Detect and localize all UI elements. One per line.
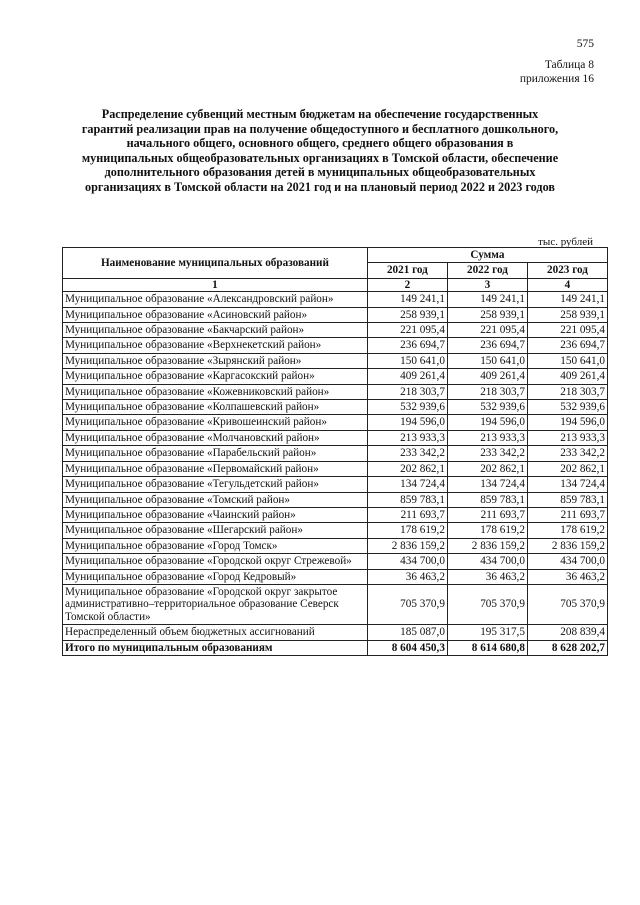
amount-2021: 150 641,0 [367,353,447,368]
table-header-row [63,248,608,263]
amount-2021: 2 836 159,2 [367,538,447,553]
total-2021: 8 604 450,3 [367,640,447,655]
municipality-name: Муниципальное образование «Шегарский район» [63,523,368,538]
total-2022: 8 614 680,8 [447,640,527,655]
amount-2023: 194 596,0 [527,415,607,430]
table-row [63,307,608,322]
amount-2021: 178 619,2 [367,523,447,538]
table-row [63,292,608,307]
municipality-name: Муниципальное образование «Молчановский район» [63,430,368,445]
document-title: Распределение субвенций местным бюджетам на обеспечение государственных гарантий реализации прав на получение общедоступного и бесплатного дошкольного, начального общего, основного общего, среднего общего образования в муниципальных общеобразовательных организациях в Томской области, обеспечение дополнительного образования детей в муниципальных общеобразовательных организациях в Томской области на 2021 год и на плановый период 2022 и 2023 годов [81,107,559,194]
table-row [63,400,608,415]
sum-column-header: Сумма [367,248,607,263]
amount-2023: 208 839,4 [527,625,607,640]
amount-2022: 434 700,0 [447,554,527,569]
amount-2023: 705 370,9 [527,584,607,624]
amount-2021: 236 694,7 [367,338,447,353]
table-row [63,584,608,624]
amount-2023: 233 342,2 [527,446,607,461]
amount-2023: 178 619,2 [527,523,607,538]
table-row [63,507,608,522]
municipality-name: Муниципальное образование «Каргасокский район» [63,369,368,384]
municipality-name: Муниципальное образование «Колпашевский район» [63,400,368,415]
municipality-name: Нераспределенный объем бюджетных ассигнований [63,625,368,640]
amount-2022: 211 693,7 [447,507,527,522]
municipality-name: Муниципальное образование «Зырянский район» [63,353,368,368]
municipality-name: Муниципальное образование «Асиновский район» [63,307,368,322]
amount-2022: 150 641,0 [447,353,527,368]
table-row [63,415,608,430]
amount-2022: 233 342,2 [447,446,527,461]
table-caption-line: приложения 16 [519,73,594,85]
table-row [63,538,608,553]
table-row [63,477,608,492]
table-row [63,384,608,399]
table-row [63,554,608,569]
table-row [63,625,608,640]
amount-2021: 134 724,4 [367,477,447,492]
amount-2021: 705 370,9 [367,584,447,624]
year-header: 2021 год [367,263,447,278]
amount-2021: 194 596,0 [367,415,447,430]
amount-2022: 195 317,5 [447,625,527,640]
year-header: 2023 год [527,263,607,278]
page-number: 575 [576,38,594,50]
municipality-name: Муниципальное образование «Первомайский район» [63,461,368,476]
amount-2023: 202 862,1 [527,461,607,476]
amount-2022: 221 095,4 [447,323,527,338]
amount-2022: 36 463,2 [447,569,527,584]
amount-2021: 258 939,1 [367,307,447,322]
amount-2021: 202 862,1 [367,461,447,476]
amount-2022: 2 836 159,2 [447,538,527,553]
total-row [63,640,608,655]
amount-2021: 149 241,1 [367,292,447,307]
column-number-row [63,278,608,291]
table-row [63,569,608,584]
municipality-name: Муниципальное образование «Верхнекетский район» [63,338,368,353]
year-header: 2022 год [447,263,527,278]
table-caption [520,58,594,86]
column-number: 4 [527,278,607,291]
amount-2023: 2 836 159,2 [527,538,607,553]
amount-2023: 859 783,1 [527,492,607,507]
municipality-name: Муниципальное образование «Чаинский район» [63,507,368,522]
amount-2022: 236 694,7 [447,338,527,353]
amount-2023: 134 724,4 [527,477,607,492]
municipality-name: Муниципальное образование «Город Кедровый» [63,569,368,584]
amount-2022: 134 724,4 [447,477,527,492]
amount-2022: 213 933,3 [447,430,527,445]
municipality-name: Муниципальное образование «Парабельский район» [63,446,368,461]
amount-2022: 218 303,7 [447,384,527,399]
municipality-name: Муниципальное образование «Городской округ закрытое административно–территориальное образование Северск Томской области» [63,584,368,624]
total-2023: 8 628 202,7 [527,640,607,655]
column-number: 1 [63,278,368,291]
amount-2023: 149 241,1 [527,292,607,307]
name-column-header: Наименование муниципальных образований [63,248,368,279]
table-row [63,523,608,538]
amount-2022: 149 241,1 [447,292,527,307]
amount-2022: 705 370,9 [447,584,527,624]
municipality-name: Муниципальное образование «Александровский район» [63,292,368,307]
subvention-table [62,247,608,656]
amount-2022: 532 939,6 [447,400,527,415]
amount-2023: 221 095,4 [527,323,607,338]
municipality-name: Муниципальное образование «Городской округ Стрежевой» [63,554,368,569]
table-row [63,430,608,445]
amount-2021: 859 783,1 [367,492,447,507]
amount-2021: 221 095,4 [367,323,447,338]
table-row [63,446,608,461]
amount-2023: 218 303,7 [527,384,607,399]
amount-2021: 36 463,2 [367,569,447,584]
table-caption-line: Таблица 8 [544,59,594,71]
municipality-name: Муниципальное образование «Кривошеинский район» [63,415,368,430]
units-label: тыс. рублей [538,236,593,248]
amount-2021: 211 693,7 [367,507,447,522]
amount-2023: 532 939,6 [527,400,607,415]
amount-2023: 236 694,7 [527,338,607,353]
amount-2023: 213 933,3 [527,430,607,445]
municipality-name: Муниципальное образование «Бакчарский район» [63,323,368,338]
amount-2021: 532 939,6 [367,400,447,415]
amount-2022: 202 862,1 [447,461,527,476]
amount-2021: 185 087,0 [367,625,447,640]
column-number: 3 [447,278,527,291]
amount-2021: 409 261,4 [367,369,447,384]
amount-2022: 178 619,2 [447,523,527,538]
amount-2023: 211 693,7 [527,507,607,522]
column-number: 2 [367,278,447,291]
amount-2022: 859 783,1 [447,492,527,507]
municipality-name: Муниципальное образование «Кожевниковский район» [63,384,368,399]
municipality-name: Муниципальное образование «Город Томск» [63,538,368,553]
amount-2023: 434 700,0 [527,554,607,569]
table-row [63,492,608,507]
amount-2021: 434 700,0 [367,554,447,569]
table-row [63,338,608,353]
municipality-name: Муниципальное образование «Томский район» [63,492,368,507]
table-row [63,323,608,338]
amount-2021: 233 342,2 [367,446,447,461]
table-row [63,461,608,476]
amount-2022: 194 596,0 [447,415,527,430]
table-body [63,292,608,640]
table-row [63,369,608,384]
amount-2023: 258 939,1 [527,307,607,322]
total-name: Итого по муниципальным образованиям [63,640,368,655]
amount-2023: 150 641,0 [527,353,607,368]
amount-2022: 409 261,4 [447,369,527,384]
amount-2021: 213 933,3 [367,430,447,445]
municipality-name: Муниципальное образование «Тегульдетский район» [63,477,368,492]
amount-2021: 218 303,7 [367,384,447,399]
amount-2023: 409 261,4 [527,369,607,384]
amount-2022: 258 939,1 [447,307,527,322]
amount-2023: 36 463,2 [527,569,607,584]
table-row [63,353,608,368]
